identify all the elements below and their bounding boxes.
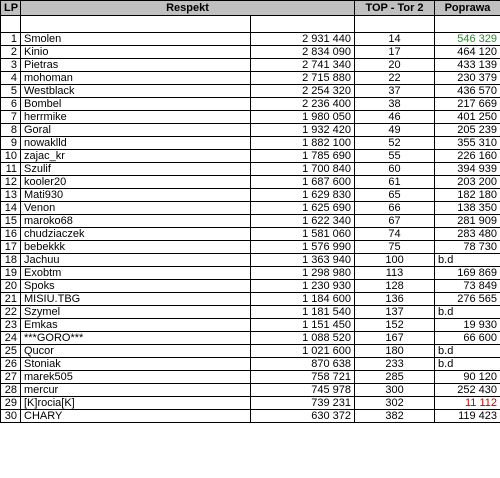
poprawa-cell: 90 120 <box>435 371 500 384</box>
player-name-cell: Exobtm <box>21 267 251 280</box>
respekt-cell: 745 978 <box>251 384 355 397</box>
poprawa-cell: 546 329 <box>435 33 500 46</box>
respekt-cell: 1 882 100 <box>251 137 355 150</box>
player-name-cell: Kinio <box>21 46 251 59</box>
poprawa-cell: 230 379 <box>435 72 500 85</box>
rank-cell: 6 <box>1 98 21 111</box>
respekt-cell: 1 576 990 <box>251 241 355 254</box>
rank-cell: 1 <box>1 33 21 46</box>
rank-cell: 2 <box>1 46 21 59</box>
table-row <box>1 241 500 254</box>
respekt-cell: 1 622 340 <box>251 215 355 228</box>
spacer-cell <box>21 16 251 33</box>
top-rank-cell: 61 <box>355 176 435 189</box>
rank-cell: 4 <box>1 72 21 85</box>
poprawa-cell: 78 730 <box>435 241 500 254</box>
rank-cell: 15 <box>1 215 21 228</box>
player-name-cell: MISIU.TBG <box>21 293 251 306</box>
poprawa-cell: 119 423 <box>435 410 500 423</box>
top-rank-cell: 60 <box>355 163 435 176</box>
rank-cell: 13 <box>1 189 21 202</box>
poprawa-cell: 226 160 <box>435 150 500 163</box>
table-row <box>1 410 500 423</box>
respekt-cell: 1 700 840 <box>251 163 355 176</box>
header-lp: LP <box>1 1 21 16</box>
header-top: TOP - Tor 2 <box>355 1 435 16</box>
poprawa-cell: 182 180 <box>435 189 500 202</box>
player-name-cell: nowaklld <box>21 137 251 150</box>
spacer-cell <box>435 16 500 33</box>
table-row <box>1 176 500 189</box>
player-name-cell: Stoniak <box>21 358 251 371</box>
rank-cell: 24 <box>1 332 21 345</box>
table-row <box>1 59 500 72</box>
spacer-cell <box>251 16 355 33</box>
top-rank-cell: 49 <box>355 124 435 137</box>
player-name-cell: Bombel <box>21 98 251 111</box>
player-name-cell: Szymel <box>21 306 251 319</box>
table-row <box>1 46 500 59</box>
spacer-row <box>1 16 500 33</box>
table-row <box>1 267 500 280</box>
table-row <box>1 306 500 319</box>
table-row <box>1 397 500 410</box>
poprawa-cell: 281 909 <box>435 215 500 228</box>
poprawa-cell: 436 570 <box>435 85 500 98</box>
respekt-cell: 2 236 400 <box>251 98 355 111</box>
player-name-cell: mohoman <box>21 72 251 85</box>
poprawa-cell: b.d <box>435 345 500 358</box>
top-rank-cell: 22 <box>355 72 435 85</box>
player-name-cell: Westblack <box>21 85 251 98</box>
table-row <box>1 150 500 163</box>
player-name-cell: Szulif <box>21 163 251 176</box>
rank-cell: 16 <box>1 228 21 241</box>
top-rank-cell: 20 <box>355 59 435 72</box>
rank-cell: 8 <box>1 124 21 137</box>
top-rank-cell: 66 <box>355 202 435 215</box>
player-name-cell: Emkas <box>21 319 251 332</box>
respekt-cell: 1 581 060 <box>251 228 355 241</box>
respekt-cell: 1 625 690 <box>251 202 355 215</box>
respekt-cell: 1 151 450 <box>251 319 355 332</box>
rank-cell: 17 <box>1 241 21 254</box>
table-row <box>1 124 500 137</box>
player-name-cell: chudziaczek <box>21 228 251 241</box>
player-name-cell: Goral <box>21 124 251 137</box>
rank-cell: 21 <box>1 293 21 306</box>
table-row <box>1 33 500 46</box>
poprawa-cell: b.d <box>435 306 500 319</box>
rank-cell: 18 <box>1 254 21 267</box>
table-row <box>1 98 500 111</box>
top-rank-cell: 74 <box>355 228 435 241</box>
rank-cell: 28 <box>1 384 21 397</box>
player-name-cell: Spoks <box>21 280 251 293</box>
rank-cell: 9 <box>1 137 21 150</box>
rank-cell: 23 <box>1 319 21 332</box>
player-name-cell: marek505 <box>21 371 251 384</box>
top-rank-cell: 180 <box>355 345 435 358</box>
table-row <box>1 280 500 293</box>
poprawa-cell: 203 200 <box>435 176 500 189</box>
table-row <box>1 215 500 228</box>
top-rank-cell: 113 <box>355 267 435 280</box>
top-rank-cell: 46 <box>355 111 435 124</box>
top-rank-cell: 75 <box>355 241 435 254</box>
player-name-cell: Qucor <box>21 345 251 358</box>
player-name-cell: CHARY <box>21 410 251 423</box>
table-row <box>1 358 500 371</box>
poprawa-cell: 138 350 <box>435 202 500 215</box>
player-name-cell: herrmike <box>21 111 251 124</box>
player-name-cell: zajac_kr <box>21 150 251 163</box>
spacer-cell <box>1 16 21 33</box>
table-row <box>1 163 500 176</box>
header-row <box>1 1 500 16</box>
player-name-cell: kooler20 <box>21 176 251 189</box>
table-row <box>1 332 500 345</box>
top-rank-cell: 137 <box>355 306 435 319</box>
respekt-cell: 1 629 830 <box>251 189 355 202</box>
rank-cell: 3 <box>1 59 21 72</box>
rank-cell: 11 <box>1 163 21 176</box>
poprawa-cell: 252 430 <box>435 384 500 397</box>
player-name-cell: Jachuu <box>21 254 251 267</box>
player-name-cell: Venon <box>21 202 251 215</box>
header-poprawa: Poprawa <box>435 1 500 16</box>
spacer-cell <box>355 16 435 33</box>
top-rank-cell: 152 <box>355 319 435 332</box>
player-name-cell: ***GORO*** <box>21 332 251 345</box>
header-respekt: Respekt <box>21 1 355 16</box>
respekt-cell: 758 721 <box>251 371 355 384</box>
table-row <box>1 345 500 358</box>
top-rank-cell: 14 <box>355 33 435 46</box>
table-row <box>1 202 500 215</box>
rank-cell: 10 <box>1 150 21 163</box>
poprawa-cell: 169 869 <box>435 267 500 280</box>
respekt-cell: 1 687 600 <box>251 176 355 189</box>
rank-cell: 12 <box>1 176 21 189</box>
table-row <box>1 137 500 150</box>
top-rank-cell: 17 <box>355 46 435 59</box>
top-rank-cell: 52 <box>355 137 435 150</box>
poprawa-cell: 283 480 <box>435 228 500 241</box>
rank-cell: 20 <box>1 280 21 293</box>
respekt-cell: 1 298 980 <box>251 267 355 280</box>
table-row <box>1 293 500 306</box>
top-rank-cell: 55 <box>355 150 435 163</box>
top-rank-cell: 100 <box>355 254 435 267</box>
poprawa-cell: 355 310 <box>435 137 500 150</box>
top-rank-cell: 302 <box>355 397 435 410</box>
poprawa-cell: b.d <box>435 358 500 371</box>
table-row <box>1 371 500 384</box>
poprawa-cell: 19 930 <box>435 319 500 332</box>
player-name-cell: Mati930 <box>21 189 251 202</box>
table-row <box>1 254 500 267</box>
respekt-cell: 2 834 090 <box>251 46 355 59</box>
rank-cell: 5 <box>1 85 21 98</box>
respekt-cell: 1 021 600 <box>251 345 355 358</box>
rank-cell: 30 <box>1 410 21 423</box>
poprawa-cell: 11 112 <box>435 397 500 410</box>
rank-cell: 29 <box>1 397 21 410</box>
respekt-cell: 1 980 050 <box>251 111 355 124</box>
player-name-cell: mercur <box>21 384 251 397</box>
top-rank-cell: 128 <box>355 280 435 293</box>
poprawa-cell: 73 849 <box>435 280 500 293</box>
respekt-cell: 1 184 600 <box>251 293 355 306</box>
player-name-cell: Smolen <box>21 33 251 46</box>
poprawa-cell: 394 939 <box>435 163 500 176</box>
respekt-cell: 2 741 340 <box>251 59 355 72</box>
respekt-cell: 1 088 520 <box>251 332 355 345</box>
top-rank-cell: 38 <box>355 98 435 111</box>
table-row <box>1 111 500 124</box>
rank-cell: 25 <box>1 345 21 358</box>
table-row <box>1 384 500 397</box>
respekt-cell: 2 931 440 <box>251 33 355 46</box>
top-rank-cell: 300 <box>355 384 435 397</box>
respekt-cell: 739 231 <box>251 397 355 410</box>
respekt-cell: 2 715 880 <box>251 72 355 85</box>
top-rank-cell: 233 <box>355 358 435 371</box>
poprawa-cell: 401 250 <box>435 111 500 124</box>
respekt-cell: 1 785 690 <box>251 150 355 163</box>
table-row <box>1 72 500 85</box>
table-row <box>1 85 500 98</box>
rank-cell: 22 <box>1 306 21 319</box>
table-row <box>1 319 500 332</box>
top-rank-cell: 285 <box>355 371 435 384</box>
respekt-cell: 1 363 940 <box>251 254 355 267</box>
poprawa-cell: 205 239 <box>435 124 500 137</box>
respekt-cell: 1 181 540 <box>251 306 355 319</box>
player-name-cell: [K]rocia[K] <box>21 397 251 410</box>
top-rank-cell: 67 <box>355 215 435 228</box>
rank-cell: 19 <box>1 267 21 280</box>
poprawa-cell: 217 669 <box>435 98 500 111</box>
top-rank-cell: 65 <box>355 189 435 202</box>
poprawa-cell: 433 139 <box>435 59 500 72</box>
rank-cell: 27 <box>1 371 21 384</box>
rank-cell: 26 <box>1 358 21 371</box>
player-name-cell: Pietras <box>21 59 251 72</box>
poprawa-cell: b.d <box>435 254 500 267</box>
respekt-cell: 870 638 <box>251 358 355 371</box>
rank-cell: 7 <box>1 111 21 124</box>
top-rank-cell: 136 <box>355 293 435 306</box>
table-row <box>1 228 500 241</box>
rank-cell: 14 <box>1 202 21 215</box>
top-rank-cell: 167 <box>355 332 435 345</box>
top-rank-cell: 382 <box>355 410 435 423</box>
table-row <box>1 189 500 202</box>
poprawa-cell: 464 120 <box>435 46 500 59</box>
player-name-cell: bebekkk <box>21 241 251 254</box>
respekt-cell: 2 254 320 <box>251 85 355 98</box>
respekt-cell: 1 230 930 <box>251 280 355 293</box>
poprawa-cell: 276 565 <box>435 293 500 306</box>
respekt-cell: 630 372 <box>251 410 355 423</box>
respekt-cell: 1 932 420 <box>251 124 355 137</box>
top-rank-cell: 37 <box>355 85 435 98</box>
poprawa-cell: 66 600 <box>435 332 500 345</box>
player-name-cell: maroko68 <box>21 215 251 228</box>
